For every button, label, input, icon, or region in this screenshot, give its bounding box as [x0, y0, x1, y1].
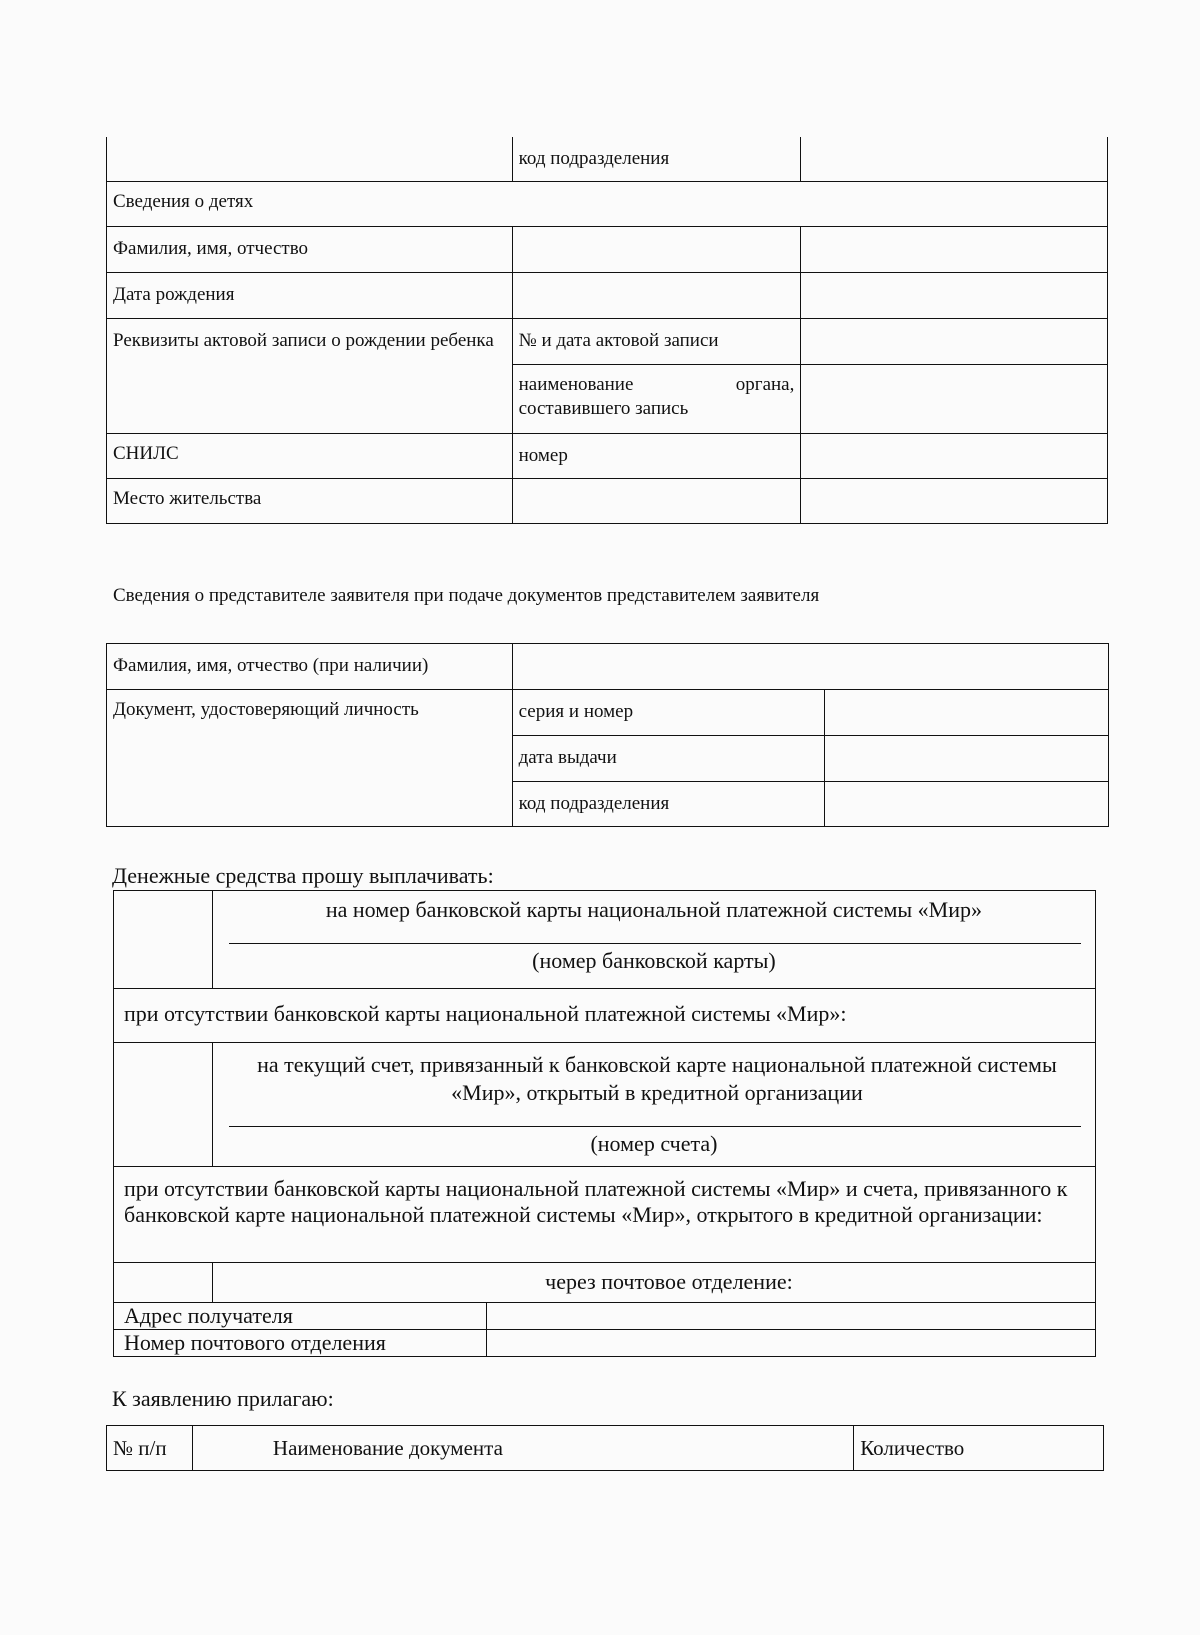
child-birth-field[interactable] [512, 272, 801, 318]
payment-heading: Денежные средства прошу выплачивать: [112, 863, 494, 888]
rep-fio-field[interactable] [512, 644, 1108, 690]
rep-issue-date-field[interactable] [825, 736, 1109, 782]
act-org-field[interactable] [801, 364, 1108, 433]
rep-code-label: код подразделения [518, 793, 670, 814]
account-option-label: на текущий счет, привязанный к банковской карте национальной платежной системы «Мир», открытый в кредитной организации [257, 1052, 1057, 1105]
snils-field[interactable] [801, 433, 1108, 478]
rep-issue-date-label: дата выдачи [518, 747, 617, 768]
no-card-account-label: при отсутствии банковской карты национальной платежной системы «Мир» и счета, привязанного к банковской карте национальной платежной системы «Мир», открытого в кредитной организации: [124, 1176, 1068, 1228]
card-number-caption: (номер банковской карты) [532, 948, 776, 973]
card-number-line[interactable] [229, 923, 1081, 944]
child-fio-field[interactable] [512, 226, 801, 272]
code-label: код подразделения [518, 148, 670, 169]
child-fio-label: Фамилия, имя, отчество [113, 237, 309, 259]
post-number-label: Номер почтового отделения [124, 1330, 386, 1355]
attachments-table [106, 1425, 1104, 1471]
act-record-label: Реквизиты актовой записи о рождении ребенка [113, 329, 494, 351]
children-header: Сведения о детях [113, 190, 254, 212]
post-number-field[interactable] [486, 1330, 1095, 1357]
children-info-table [106, 137, 1108, 524]
address-label: Адрес получателя [124, 1303, 293, 1328]
act-org-label: наименование органа, составившего запись [518, 373, 795, 420]
post-checkbox[interactable] [114, 1263, 213, 1303]
snils-number-label: номер [518, 444, 568, 466]
payment-table [113, 890, 1096, 1357]
code-field[interactable] [801, 137, 1108, 181]
act-number-field[interactable] [801, 318, 1108, 364]
residence-label: Место жительства [113, 487, 262, 509]
card-option-label: на номер банковской карты национальной платежной системы «Мир» [325, 897, 983, 922]
representative-heading: Сведения о представителе заявителя при подаче документов представителем заявителя [113, 585, 820, 606]
col-qty-header: Количество [860, 1436, 965, 1460]
attachments-heading: К заявлению прилагаю: [112, 1386, 334, 1411]
post-option-label: через почтовое отделение: [545, 1269, 793, 1294]
account-number-caption: (номер счета) [590, 1131, 718, 1156]
rep-code-field[interactable] [825, 782, 1109, 827]
rep-series-field[interactable] [825, 690, 1109, 736]
no-card-label: при отсутствии банковской карты национальной платежной системы «Мир»: [124, 1001, 847, 1026]
rep-fio-label: Фамилия, имя, отчество (при наличии) [113, 655, 429, 676]
card-checkbox[interactable] [114, 891, 213, 989]
rep-series-label: серия и номер [518, 701, 634, 722]
act-number-label: № и дата актовой записи [518, 329, 719, 351]
account-checkbox[interactable] [114, 1043, 213, 1167]
account-number-line[interactable] [229, 1106, 1081, 1127]
residence-field[interactable] [512, 478, 801, 523]
col-name-header: Наименование документа [272, 1436, 503, 1460]
col-num-header: № п/п [113, 1436, 167, 1460]
address-field[interactable] [486, 1303, 1095, 1330]
snils-label: СНИЛС [113, 442, 179, 464]
child-birth-label: Дата рождения [113, 283, 235, 305]
representative-table [106, 643, 1109, 827]
rep-doc-label: Документ, удостоверяющий личность [113, 699, 419, 720]
